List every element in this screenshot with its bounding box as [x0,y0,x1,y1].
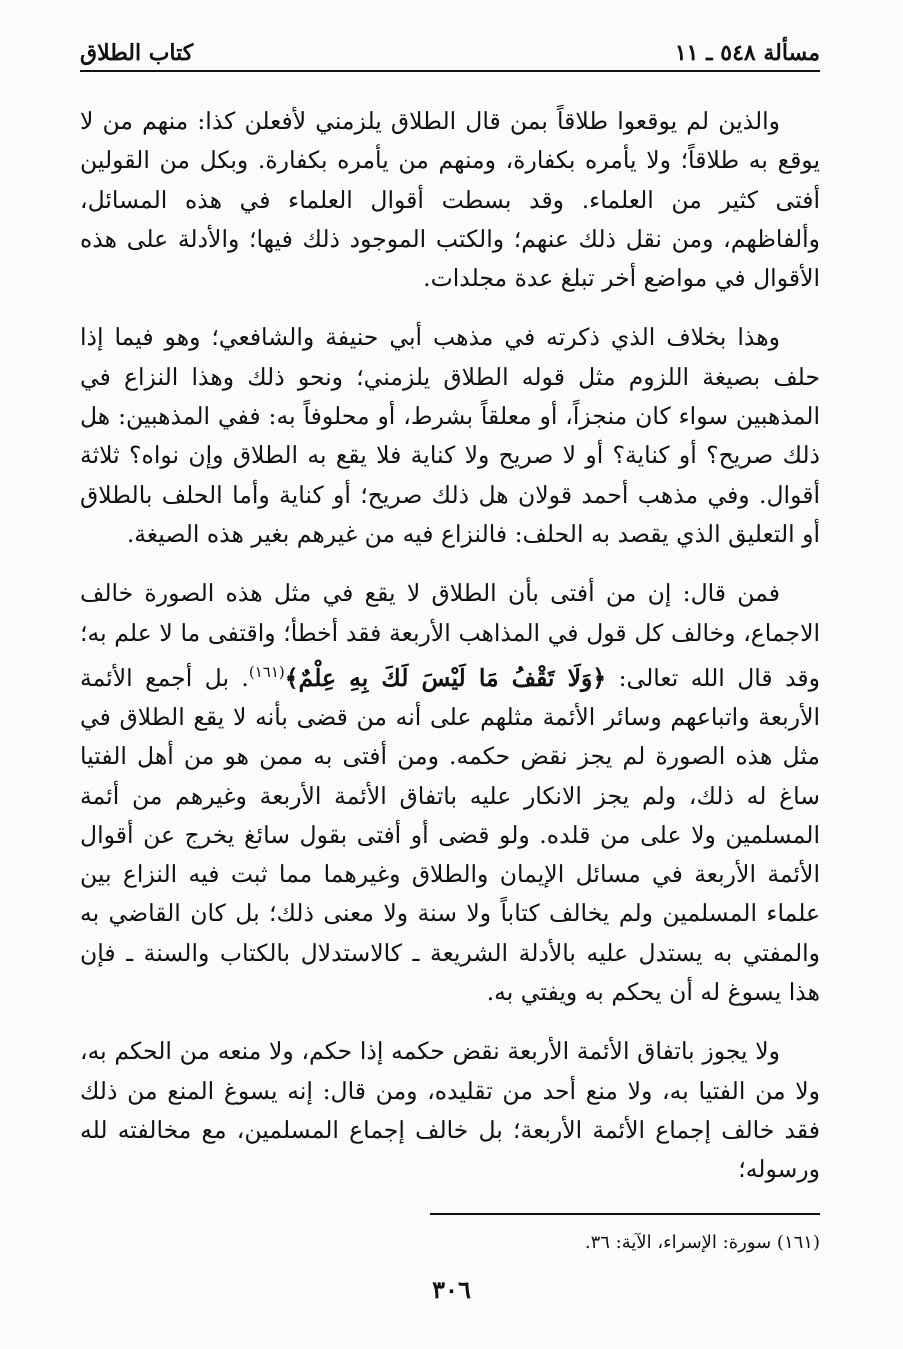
main-text [80,102,820,1210]
footnote-divider [430,1213,820,1215]
paragraph-text: فمن قال: إن من أفتى بأن الطلاق لا يقع في مثل هذه الصورة خالف الاجماع، وخالف كل قول في المذاهب الأربعة فقد أخطأ؛ واقتفى ما لا علم به؛ وقد قال الله تعالى: [80,579,820,692]
footnote: (١٦١) سورة: الإسراء، الآية: ٣٦. [584,1232,820,1253]
paragraph-with-verse [80,574,820,1012]
issue-label: مسألة ٥٤٨ ـ ١١ [674,40,820,66]
running-header [80,30,820,72]
paragraph-text: . بل أجمع الأئمة الأربعة واتباعهم وسائر الأئمة مثلهم على أنه من قضى بأنه لا يقع الطلاق في مثل هذه الصورة لم يجز نقض حكمه. ومن أفتى به ممن هو من أهل الفتيا ساغ له ذلك، ولم يجز الانكار عليه باتفاق الأئمة الأربعة وغيرهم من أئمة المسلمين ولا على من قلده. ولو قضى أو أفتى بقول سائغ يخرج عن أقوال الأئمة الأربعة في مسائل الإيمان والطلاق وغيرهما مما ثبت فيه النزاع بين علماء المسلمين ولم يخالف كتاباً ولا سنة ولا معنى ذلك؛ بل كان القاضي به والمفتي به يستدل عليه بالأدلة الشريعة ـ كالاستدلال بالكتاب والسنة ـ فإن هذا يسوغ له أن يحكم به ويفتي به. [80,663,820,1007]
paragraph: والذين لم يوقعوا طلاقاً بمن قال الطلاق يلزمني لأفعلن كذا: منهم من لا يوقع به طلاقاً؛ ولا يأمره بكفارة، ومنهم من يأمره بكفارة. وبكل من القولين أفتى كثير من العلماء. وقد بسطت أقوال العلماء في هذه المسائل، وألفاظهم، ومن نقل ذلك عنهم؛ والكتب الموجود ذلك فيها؛ والأدلة على هذه الأقوال في مواضع أخر تبلغ عدة مجلدات. [80,107,820,293]
footnote-reference[interactable]: (١٦١) [248,662,285,681]
paragraph: وهذا بخلاف الذي ذكرته في مذهب أبي حنيفة والشافعي؛ وهو فيما إذا حلف بصيغة اللزوم مثل قوله الطلاق يلزمني؛ ونحو ذلك وهذا النزاع في المذهبين سواء كان منجزاً، أو معلقاً بشرط، أو محلوفاً به: ففي المذهبين: هل ذلك صريح؟ أو كناية؟ أو لا صريح ولا كناية فلا يقع به الطلاق وإن نواه؟ ثلاثة أقوال. وفي مذهب أحمد قولان هل ذلك صريح؛ أو كناية وأما الحلف بالطلاق أو التعليق الذي يقصد به الحلف: فالنزاع فيه من غيرهم بغير هذه الصيغة. [80,323,820,548]
paragraph: ولا يجوز باتفاق الأئمة الأربعة نقض حكمه إذا حكم، ولا منعه من الحكم به، ولا من الفتيا به، ولا منع أحد من تقليده، ومن قال: إنه يسوغ المنع من ذلك فقد خالف إجماع الأئمة الأربعة؛ بل خالف إجماع المسلمين، مع مخالفته لله ورسوله؛ [80,1037,820,1184]
page-number: ٣٠٦ [432,1275,471,1304]
quran-verse: ﴿وَلَا تَقْفُ مَا لَيْسَ لَكَ بِهِ عِلْمٌ﴾ [284,663,607,692]
book-title: كتاب الطلاق [80,40,194,66]
